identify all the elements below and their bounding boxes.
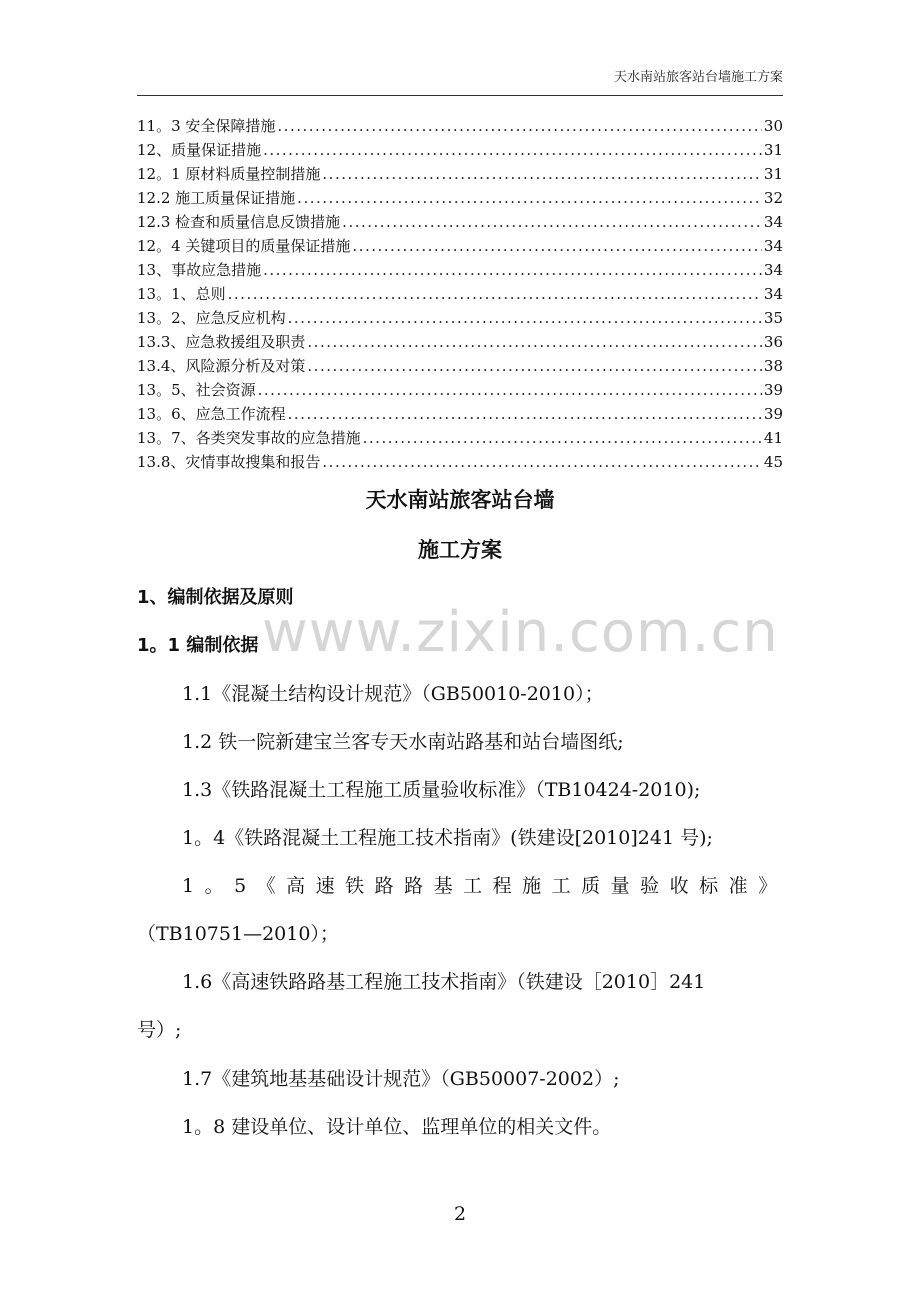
basis-item: 1。5《高速铁路路基工程施工质量验收标准》 xyxy=(182,875,788,897)
running-header: 天水南站旅客站台墙施工方案 xyxy=(613,70,783,85)
toc-dot-leader xyxy=(307,330,762,354)
toc-dot-leader xyxy=(363,426,762,450)
toc-entry-page: 36 xyxy=(763,333,783,351)
toc-entry[interactable] xyxy=(137,234,783,258)
toc-dot-leader xyxy=(322,450,762,474)
toc-entry-text: 13。6、应急工作流程 xyxy=(137,405,286,423)
toc-entry-text: 13。7、各类突发事故的应急措施 xyxy=(137,429,361,447)
toc-entry-text: 11。3 安全保障措施 xyxy=(137,117,276,135)
toc-entry-text: 12.3 检查和质量信息反馈措施 xyxy=(137,213,341,231)
toc-entry-page: 45 xyxy=(763,453,783,471)
toc-entry-text: 13、事故应急措施 xyxy=(137,261,262,279)
toc-entry-text: 13。1、总则 xyxy=(137,285,226,303)
basis-item-continued: （TB10751—2010）； xyxy=(137,923,339,945)
basis-item: 1.6《高速铁路路基工程施工技术指南》（铁建设［2010］241 xyxy=(182,971,706,993)
toc-entry-page: 34 xyxy=(763,237,783,255)
toc-entry[interactable] xyxy=(137,162,783,186)
toc-dot-leader xyxy=(288,402,762,426)
toc-entry[interactable] xyxy=(137,426,783,450)
toc-dot-leader xyxy=(288,306,762,330)
toc-entry-page: 34 xyxy=(763,285,783,303)
toc-entry[interactable] xyxy=(137,450,783,474)
toc-entry-text: 13.4、风险源分析及对策 xyxy=(137,357,306,375)
toc-dot-leader xyxy=(322,162,762,186)
toc-entry-text: 13.3、应急救援组及职责 xyxy=(137,333,306,351)
toc-entry-page: 31 xyxy=(763,141,783,159)
section-heading: 1、编制依据及原则 xyxy=(137,587,294,608)
toc-entry-page: 30 xyxy=(763,117,783,135)
toc-dot-leader xyxy=(352,234,762,258)
toc-entry-page: 38 xyxy=(763,357,783,375)
toc-entry-page: 39 xyxy=(763,405,783,423)
toc-dot-leader xyxy=(297,186,762,210)
toc-entry-text: 12.2 施工质量保证措施 xyxy=(137,189,296,207)
toc-entry[interactable] xyxy=(137,402,783,426)
toc-entry[interactable] xyxy=(137,186,783,210)
toc-entry-text: 12。4 关键项目的质量保证措施 xyxy=(137,237,351,255)
toc-entry-page: 31 xyxy=(763,165,783,183)
basis-item: 1.2 铁一院新建宝兰客专天水南站路基和站台墙图纸; xyxy=(182,731,624,753)
toc-entry-page: 39 xyxy=(763,381,783,399)
basis-item: 1。8 建设单位、设计单位、监理单位的相关文件。 xyxy=(182,1116,612,1138)
toc-entry-page: 34 xyxy=(763,261,783,279)
table-of-contents xyxy=(137,114,783,474)
toc-entry[interactable] xyxy=(137,258,783,282)
toc-entry[interactable] xyxy=(137,306,783,330)
basis-item: 1.3《铁路混凝土工程施工质量验收标准》（TB10424-2010); xyxy=(182,779,701,801)
toc-entry-text: 12。1 原材料质量控制措施 xyxy=(137,165,321,183)
toc-entry-page: 41 xyxy=(763,429,783,447)
toc-entry[interactable] xyxy=(137,378,783,402)
page-number: 2 xyxy=(453,1203,467,1225)
toc-dot-leader xyxy=(258,378,762,402)
toc-dot-leader xyxy=(342,210,762,234)
toc-entry[interactable] xyxy=(137,330,783,354)
toc-dot-leader xyxy=(228,282,762,306)
document-title-line-1: 天水南站旅客站台墙 xyxy=(365,488,555,512)
toc-entry[interactable] xyxy=(137,354,783,378)
toc-entry-page: 35 xyxy=(763,309,783,327)
toc-entry-text: 13。2、应急反应机构 xyxy=(137,309,286,327)
basis-item-continued: 号）; xyxy=(137,1019,182,1041)
watermark: www.zixin.com.cn xyxy=(262,600,779,665)
toc-entry[interactable] xyxy=(137,114,783,138)
header-rule xyxy=(137,95,783,96)
toc-entry-text: 12、质量保证措施 xyxy=(137,141,262,159)
toc-entry-text: 13.8、灾情事故搜集和报告 xyxy=(137,453,321,471)
toc-dot-leader xyxy=(307,354,762,378)
basis-item: 1。4《铁路混凝土工程施工技术指南》(铁建设[2010]241 号); xyxy=(182,827,713,849)
toc-entry-page: 34 xyxy=(763,213,783,231)
subsection-heading: 1。1 编制依据 xyxy=(137,635,259,656)
toc-entry-text: 13。5、社会资源 xyxy=(137,381,256,399)
basis-item: 1.7《建筑地基基础设计规范》（GB50007-2002）; xyxy=(182,1068,620,1090)
toc-entry-page: 32 xyxy=(763,189,783,207)
document-title-line-2: 施工方案 xyxy=(418,538,502,562)
toc-dot-leader xyxy=(277,114,762,138)
toc-entry[interactable] xyxy=(137,282,783,306)
toc-dot-leader xyxy=(263,258,762,282)
toc-entry[interactable] xyxy=(137,138,783,162)
basis-item: 1.1《混凝土结构设计规范》（GB50010-2010）； xyxy=(182,683,604,705)
toc-entry[interactable] xyxy=(137,210,783,234)
toc-dot-leader xyxy=(263,138,762,162)
